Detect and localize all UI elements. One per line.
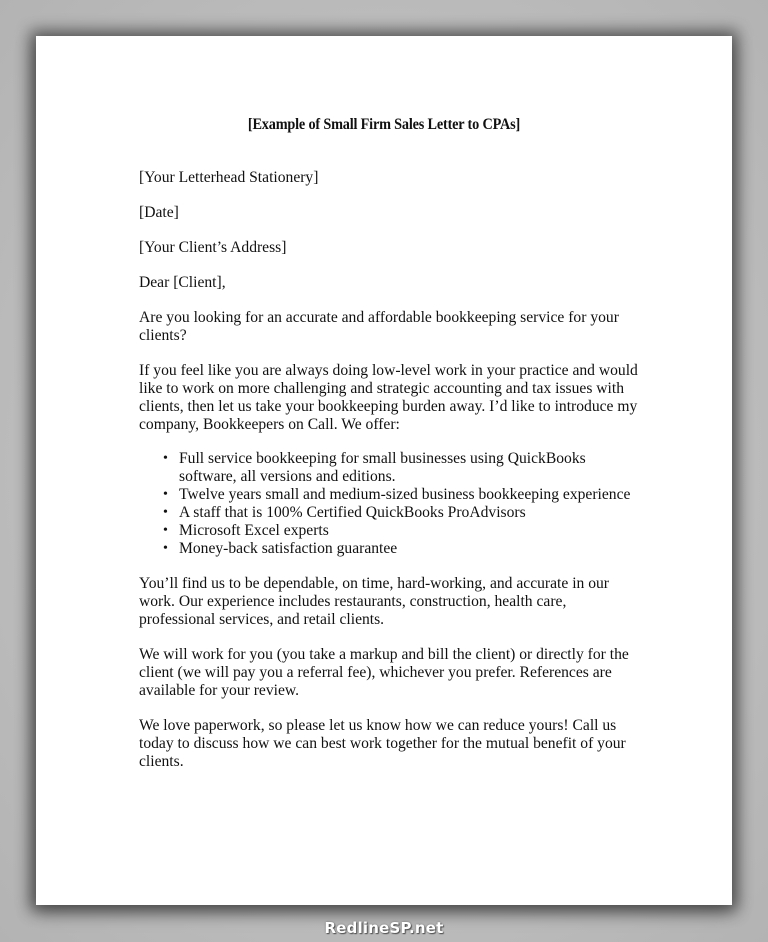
offers-list bbox=[139, 450, 639, 558]
document-title: [Example of Small Firm Sales Letter to CPAs] bbox=[247, 116, 521, 133]
offer-text: Microsoft Excel experts bbox=[179, 522, 329, 539]
watermark: RedlineSP.net bbox=[324, 919, 444, 937]
bullet-icon: • bbox=[163, 451, 168, 466]
bullet-icon: • bbox=[163, 505, 168, 520]
letter-page bbox=[36, 36, 732, 905]
offer-text: A staff that is 100% Certified QuickBooks ProAdvisors bbox=[179, 504, 526, 521]
bullet-icon: • bbox=[163, 541, 168, 556]
paragraph-intro-question: Are you looking for an accurate and affordable bookkeeping service for your clients? bbox=[139, 309, 619, 344]
offer-item bbox=[163, 486, 639, 504]
offer-text: Twelve years small and medium-sized business bookkeeping experience bbox=[179, 486, 631, 503]
bullet-icon: • bbox=[163, 487, 168, 502]
bullet-icon: • bbox=[163, 523, 168, 538]
offer-item bbox=[163, 522, 639, 540]
offer-item bbox=[163, 450, 639, 486]
salutation: Dear [Client], bbox=[139, 274, 226, 291]
date-placeholder: [Date] bbox=[139, 204, 179, 221]
paragraph-closing-call: We love paperwork, so please let us know how we can reduce yours! Call us today to discuss how we can best work together for the mutual benefit of your clients. bbox=[139, 717, 626, 770]
paragraph-offer-intro: If you feel like you are always doing low-level work in your practice and would like to work on more challenging and strategic accounting and tax issues with clients, then let us take your bookkeeping burden away. I’d like to introduce my company, Bookkeepers on Call. We offer: bbox=[139, 362, 638, 433]
offer-text: Full service bookkeeping for small businesses using QuickBooks software, all versions and editions. bbox=[179, 450, 586, 485]
paragraph-arrangement: We will work for you (you take a markup and bill the client) or directly for the client (we will pay you a referral fee), whichever you prefer. References are available for your review. bbox=[139, 646, 629, 699]
offer-item bbox=[163, 540, 639, 558]
paragraph-experience: You’ll find us to be dependable, on time, hard-working, and accurate in our work. Our experience includes restaurants, construction, health care, professional services, and retail clients. bbox=[139, 575, 610, 628]
client-address-placeholder: [Your Client’s Address] bbox=[139, 239, 287, 256]
letter-body bbox=[139, 169, 639, 788]
offer-text: Money-back satisfaction guarantee bbox=[179, 540, 398, 557]
letterhead-placeholder: [Your Letterhead Stationery] bbox=[139, 169, 319, 186]
offer-item bbox=[163, 504, 639, 522]
